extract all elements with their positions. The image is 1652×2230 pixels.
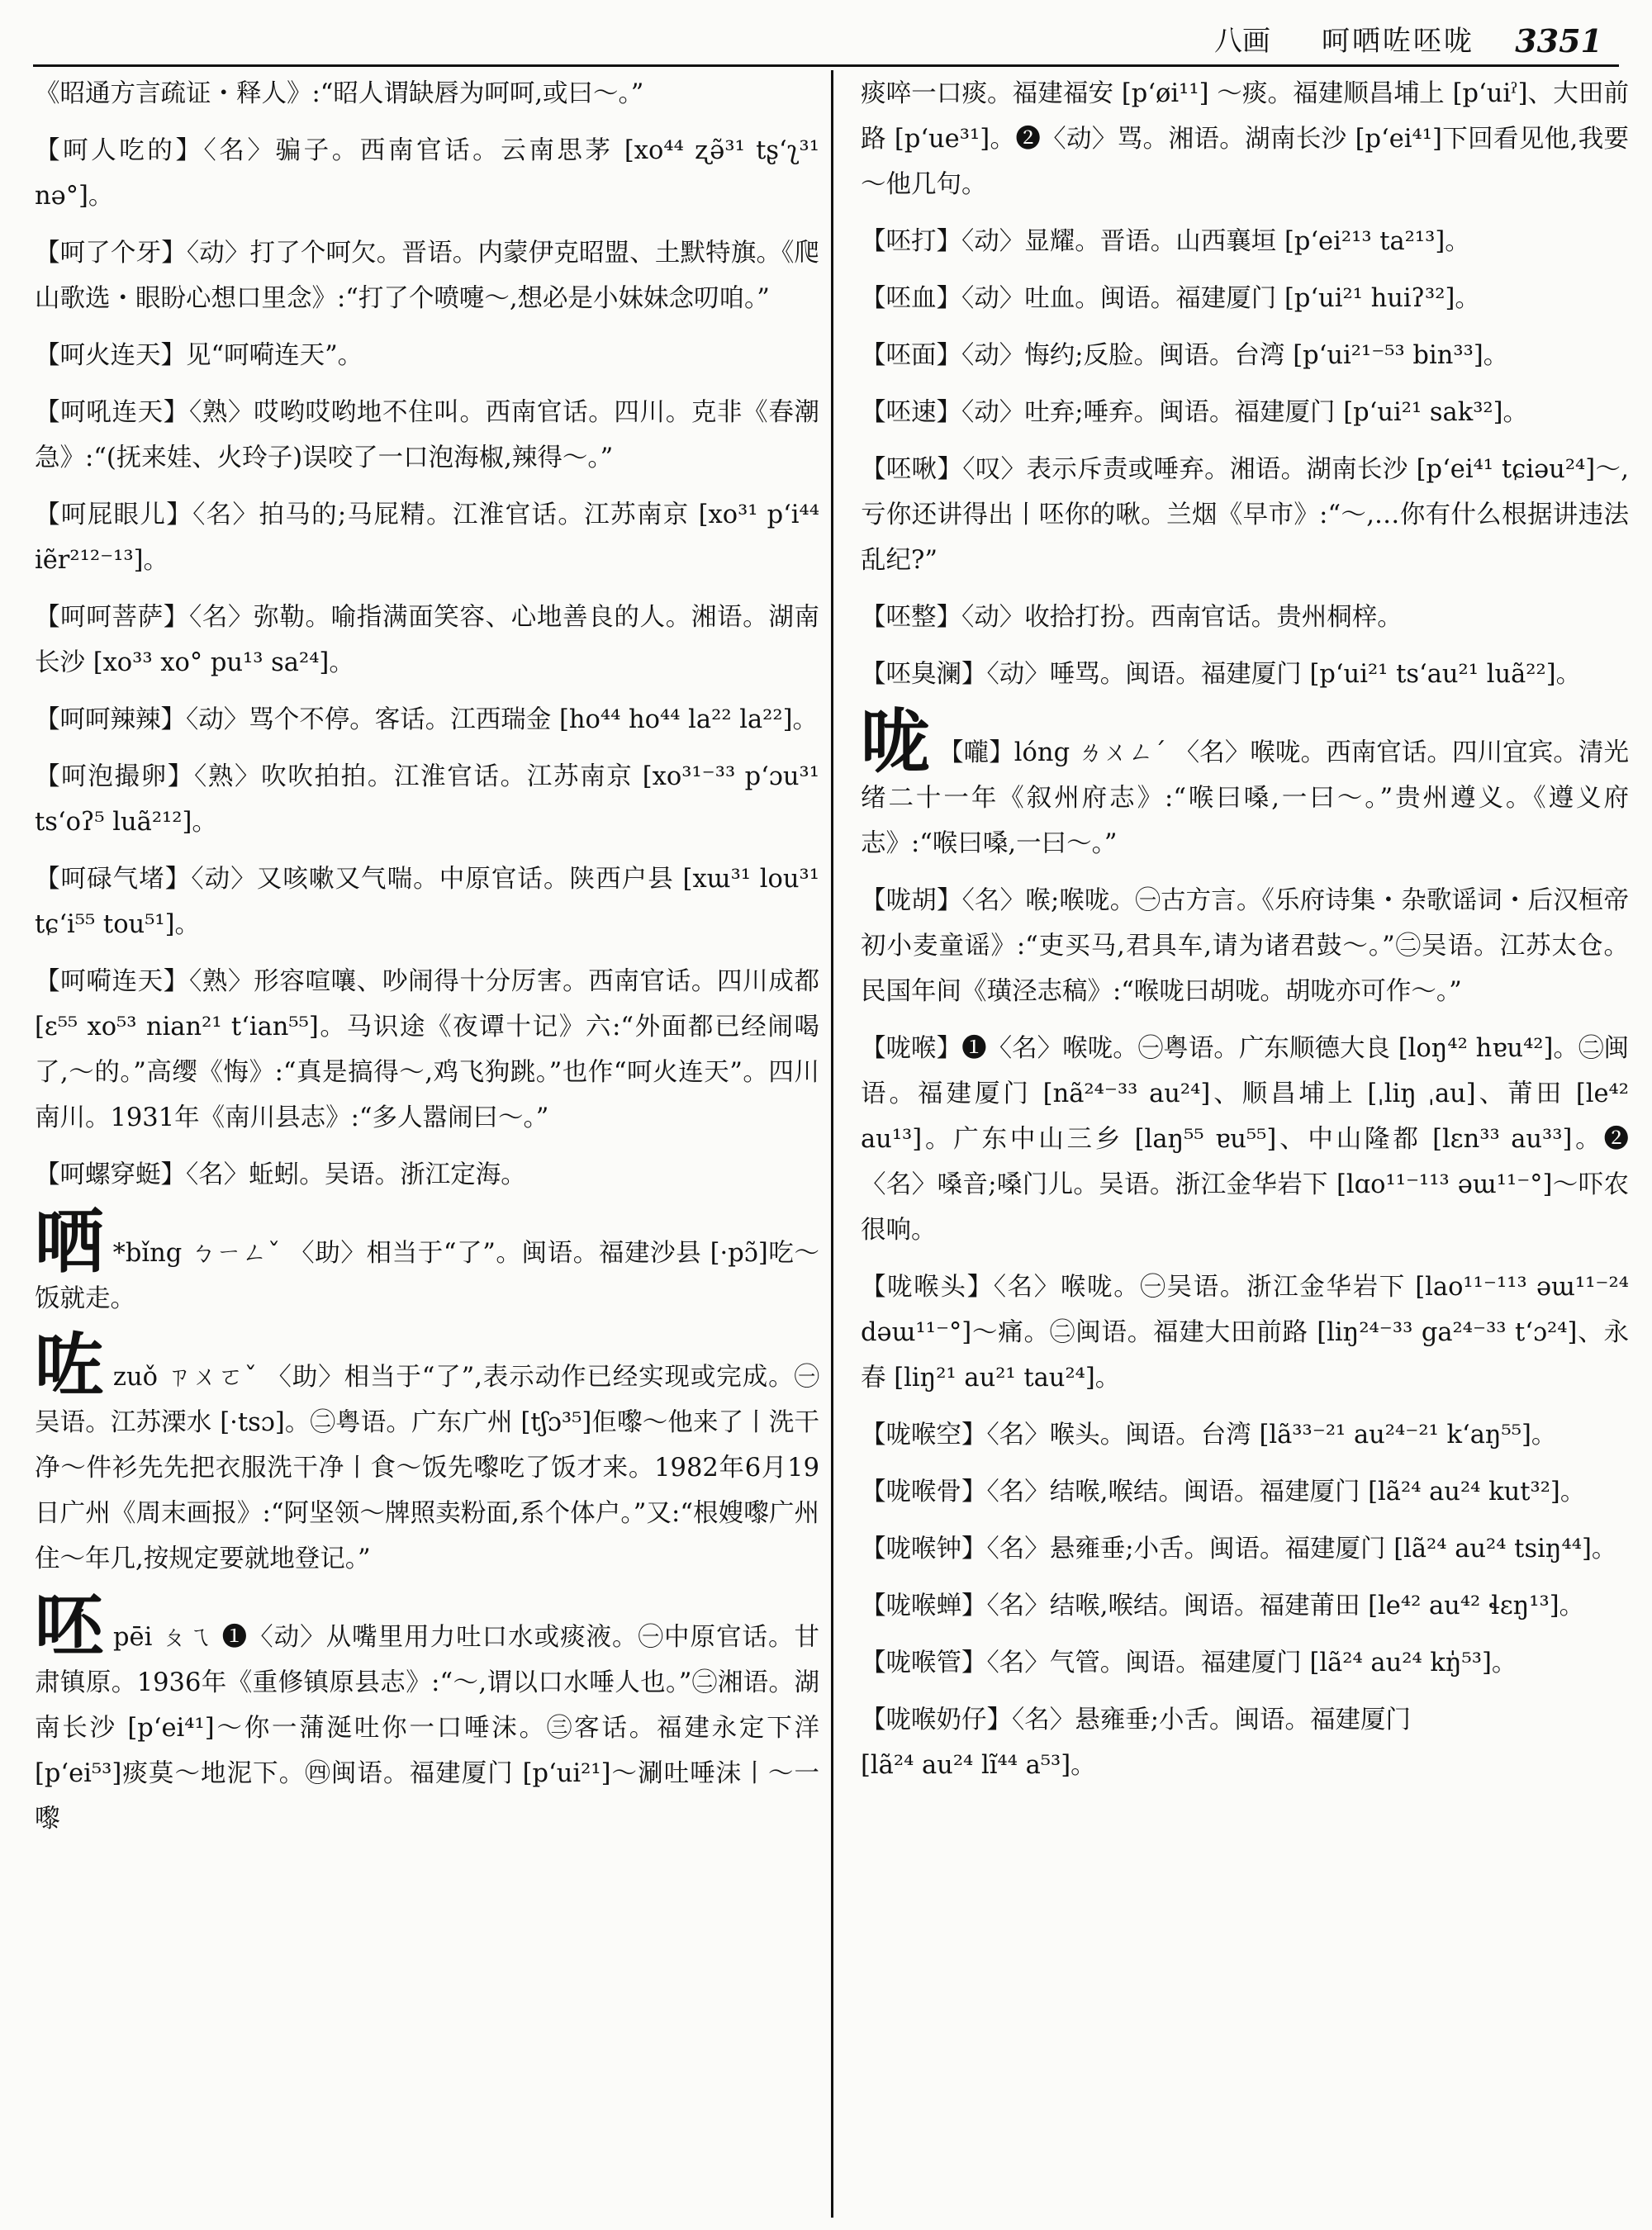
entry-pei-mian: 【呸面】〈动〉悔约;反脸。闽语。台湾 [pʻui²¹⁻⁵³ bin³³]。	[861, 341, 1509, 370]
page-number: 3351	[1515, 22, 1602, 59]
entry-long-hou: 【咙喉】❶〈名〉喉咙。㊀粤语。广东顺德大良 [loŋ⁴² hɐu⁴²]。㊁闽语。福建厦门 [nã²⁴⁻³³ au²⁴]、顺昌埔上 [ˌliŋ ˌau]、莆田 [le⁴² au¹³]。广东中山三乡 [laŋ⁵⁵ ɐu⁵⁵]、中山隆都 [lɛn³³ au³³]。❷〈名〉嗓音;嗓门儿。吴语。浙江金华岩下 [lɑo¹¹⁻¹¹³ əɯ¹¹⁻°]～吓农很响。	[861, 1034, 1629, 1245]
entry-heliao-geya: 【呵了个牙】〈动〉打了个呵欠。晋语。内蒙伊克昭盟、土默特旗。《爬山歌选・眼盼心想口里念》:“打了个喷嚏～,想必是小妹妹念叨咱。”	[35, 239, 819, 313]
entry-long-hou-gu: 【咙喉骨】〈名〉结喉,喉结。闽语。福建厦门 [lã²⁴ au²⁴ kut³²]。	[861, 1478, 1586, 1506]
entry-heluo-chuanting: 【呵螺穿蜓】〈名〉蚯蚓。吴语。浙江定海。	[35, 1160, 526, 1189]
header-characters: 呵哂咗呸咙	[1322, 25, 1474, 58]
headword-bing: 哂	[35, 1201, 105, 1283]
headword-pei: 呸	[35, 1585, 105, 1667]
headword-long: 咙	[861, 700, 931, 782]
entry-long-hu: 【咙胡】〈名〉喉;喉咙。㊀古方言。《乐府诗集・杂歌谣词・后汉桓帝初小麦童谣》:“吏买马,君具车,请为诸君鼓～。”㊁吴语。江苏太仓。民国年间《璜泾志稿》:“喉咙曰胡咙。胡咙亦可作～。”	[861, 886, 1629, 1006]
entry-pei-da: 【呸打】〈动〉显耀。晋语。山西襄垣 [pʻei²¹³ ta²¹³]。	[861, 227, 1470, 256]
entry-hehe-pusa: 【呵呵菩萨】〈名〉弥勒。喻指满面笑容、心地善良的人。湘语。湖南长沙 [xo³³ xo° pu¹³ sa²⁴]。	[35, 603, 819, 677]
entry-zuo-text: zuǒ ㄗㄨㄛˇ 〈助〉相当于“了”,表示动作已经实现或完成。㊀吴语。江苏溧水 [·tsɔ]。㊁粤语。广东广州 [tʃɔ³⁵]佢嚟～他来了丨洗干净～件衫先先把衣服洗干净丨食～饭先嚟吃了饭才来。1982年6月19日广州《周末画报》:“阿坚领～牌照卖粉面,系个体户。”又:“根嫂嚟广州住～年几,按规定要就地登记。”	[35, 1363, 819, 1573]
entry-hepi-yaner: 【呵屁眼儿】〈名〉拍马的;马屁精。江淮官话。江苏南京 [xo³¹ pʻi⁴⁴ iẽr²¹²⁻¹³]。	[35, 501, 819, 575]
entry-pei-continuation: 痰啐一口痰。福建福安 [pʻøi¹¹] ～痰。福建顺昌埔上 [pʻuiˀ]、大田前路 [pʻue³¹]。❷〈动〉骂。湘语。湖南长沙 [pʻei⁴¹]下回看见他,我要～他几句。	[861, 79, 1629, 199]
left-column	[35, 71, 819, 2223]
entry-pei	[35, 1585, 819, 1842]
entry-zuo	[35, 1325, 819, 1582]
entry-pei-text: pēi ㄆㄟ ❶〈动〉从嘴里用力吐口水或痰液。㊀中原官话。甘肃镇原。1936年《重修镇原县志》:“～,谓以口水唾人也。”㊁湘语。湖南长沙 [pʻei⁴¹]～你一蒲涎吐你一口唾沫。㊂客话。福建永定下洋 [pʻei⁵³]痰莫～地泥下。㊃闽语。福建厦门 [pʻui²¹]～涮吐唾沫丨～一嚟	[35, 1623, 819, 1834]
entry-hehou-liantian: 【呵吼连天】〈熟〉哎哟哎哟地不住叫。西南官话。四川。克非《春潮急》:“(抚来娃、火玲子)误咬了一口泡海椒,辣得～。”	[35, 398, 819, 472]
entry-heren-chide: 【呵人吃的】〈名〉骗子。西南官话。云南思茅 [xo⁴⁴ ʐə̃³¹ tʂʻʅ³¹ nə°]。	[35, 136, 819, 211]
right-column	[861, 71, 1629, 2223]
entry-pei-su: 【呸速】〈动〉吐弃;唾弃。闽语。福建厦门 [pʻui²¹ sak³²]。	[861, 398, 1529, 427]
entry-continuation: 《昭通方言疏证・释人》:“昭人谓缺唇为呵呵,或曰～。”	[35, 79, 644, 108]
entry-bing	[35, 1201, 819, 1321]
entry-hepao-cuoluan: 【呵泡撮卵】〈熟〉吹吹拍拍。江淮官话。江苏南京 [xo³¹⁻³³ pʻɔu³¹ tsʻoʔ⁵ luã²¹²]。	[35, 762, 819, 837]
entry-long-hou-naizai: 【咙喉奶仔】〈名〉悬雍垂;小舌。闽语。福建厦门	[861, 1706, 1412, 1734]
entry-pei-zheng: 【呸整】〈动〉收拾打扮。西南官话。贵州桐梓。	[861, 603, 1403, 632]
entry-pei-jiu: 【呸啾】〈叹〉表示斥责或唾弃。湘语。湖南长沙 [pʻei⁴¹ tɕiəu²⁴]～,亏你还讲得出丨呸你的啾。兰烟《早市》:“～,…你有什么根据讲违法乱纪?”	[861, 455, 1629, 575]
entry-long-hou-guan: 【咙喉管】〈名〉气管。闽语。福建厦门 [lã²⁴ au²⁴ kŋ̍⁵³]。	[861, 1649, 1517, 1677]
entry-hehe-lala: 【呵呵辣辣】〈动〉骂个不停。客话。江西瑞金 [ho⁴⁴ ho⁴⁴ la²² la²²]。	[35, 705, 819, 734]
entry-pei-choulan: 【呸臭澜】〈动〉唾骂。闽语。福建厦门 [pʻui²¹ tsʻau²¹ luã²²]。	[861, 660, 1582, 689]
entry-long-hou-tou: 【咙喉头】〈名〉喉咙。㊀吴语。浙江金华岩下 [lao¹¹⁻¹¹³ əɯ¹¹⁻²⁴ dəɯ¹¹⁻°]～痛。㊁闽语。福建大田前路 [liŋ²⁴⁻³³ ga²⁴⁻³³ tʻɔ²⁴]、永春 [liŋ²¹ au²¹ tau²⁴]。	[861, 1273, 1629, 1393]
entry-helu-qidu: 【呵碌气堵】〈动〉又咳嗽又气喘。中原官话。陕西户县 [xɯ³¹ lou³¹ tɕʻi⁵⁵ tou⁵¹]。	[35, 865, 819, 939]
entry-long-hou-chan: 【咙喉蝉】〈名〉结喉,喉结。闽语。福建莆田 [le⁴² au⁴² ɬɛŋ¹³]。	[861, 1592, 1585, 1620]
column-divider	[831, 70, 833, 2218]
page-header	[1214, 21, 1602, 61]
entry-long-hou-kong: 【咙喉空】〈名〉喉头。闽语。台湾 [lã³³⁻²¹ au²⁴⁻²¹ kʻaŋ⁵⁵]。	[861, 1421, 1557, 1450]
entry-pei-xue: 【呸血】〈动〉吐血。闽语。福建厦门 [pʻui²¹ huiʔ³²]。	[861, 284, 1480, 313]
entry-long-hou-naizai-pron: [lã²⁴ au²⁴ lĩ⁴⁴ a⁵³]。	[861, 1751, 1096, 1780]
headword-zuo: 咗	[35, 1325, 105, 1407]
header-rule	[33, 64, 1619, 67]
entry-hehuo-liantian: 【呵火连天】见“呵嗬连天”。	[35, 341, 363, 370]
entry-long-text: 【嚨】lóng ㄌㄨㄥˊ 〈名〉喉咙。西南官话。四川宜宾。清光绪二十一年《叙州府志》:“喉曰嗓,一曰～。”贵州遵义。《遵义府志》:“喉曰嗓,一曰～。”	[861, 738, 1629, 858]
entry-long-hou-zhong: 【咙喉钟】〈名〉悬雍垂;小舌。闽语。福建厦门 [lã²⁴ au²⁴ tsiŋ⁴⁴]。	[861, 1535, 1617, 1563]
section-label: 八画	[1214, 25, 1270, 58]
entry-hehe-liantian: 【呵嗬连天】〈熟〉形容喧嚷、吵闹得十分厉害。西南官话。四川成都 [ɛ⁵⁵ xo⁵³ nian²¹ tʻian⁵⁵]。马识途《夜谭十记》六:“外面都已经闹喝了,～的。”高缨《悔》:“真是搞得～,鸡飞狗跳。”也作“呵火连天”。四川南川。1931年《南川县志》:“多人嚣闹曰～。”	[35, 967, 819, 1132]
entry-long	[861, 700, 1629, 866]
entry-bing-text: *bǐng ㄅㄧㄥˇ 〈助〉相当于“了”。闽语。福建沙县 [·pɔ̃]吃～饭就走。	[35, 1239, 819, 1313]
